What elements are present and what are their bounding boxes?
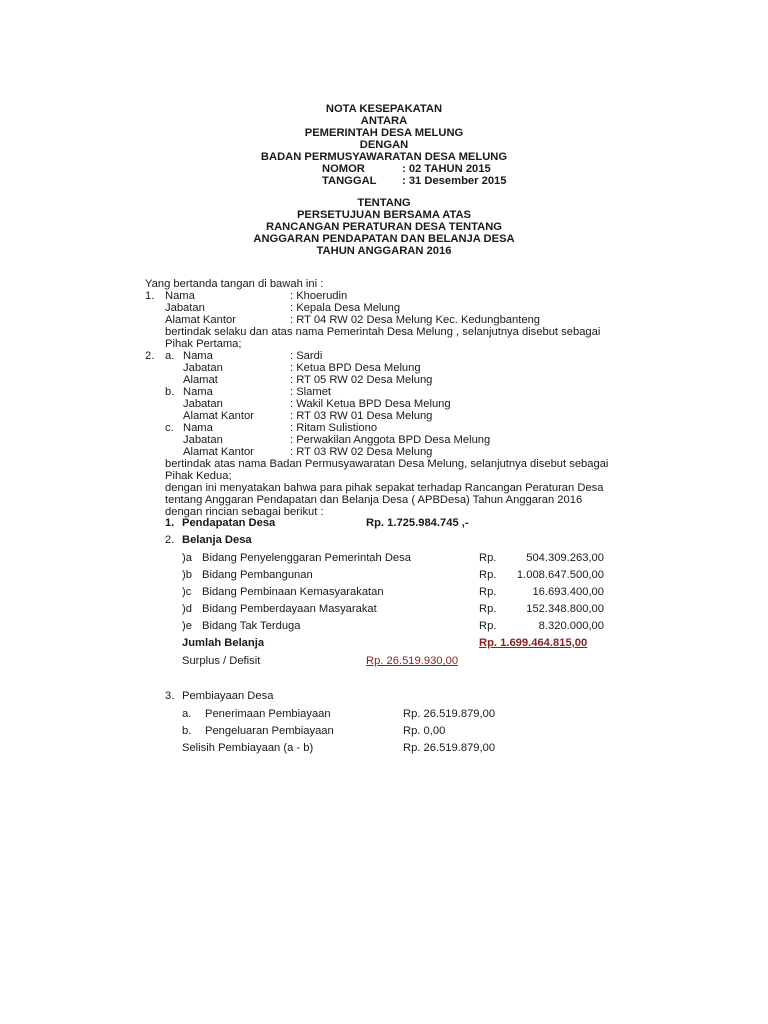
title-line: NOTA KESEPAKATAN — [325, 103, 443, 115]
party2-b-letter: b. — [165, 386, 175, 398]
party1-closing-2: Pihak Pertama; — [165, 338, 242, 350]
party1-number: 1. — [145, 290, 155, 302]
belanja-item-amount: 16.693.400,00 — [532, 586, 604, 598]
party2-c-name-label: Nama — [183, 422, 213, 434]
subject-line: TAHUN ANGGARAN 2016 — [316, 245, 452, 257]
belanja-item-prefix: )c — [182, 586, 192, 598]
pendapatan-number: 1. — [165, 517, 175, 529]
subject-line: RANCANGAN PERATURAN DESA TENTANG — [266, 221, 502, 233]
belanja-item-amount: 504.309.263,00 — [526, 552, 604, 564]
party1-alamat-value: : RT 04 RW 02 Desa Melung Kec. Kedungbanteng — [290, 314, 541, 326]
belanja-item-rp: Rp. — [479, 569, 497, 581]
belanja-item-prefix: )d — [182, 603, 192, 615]
party2-c-alamat-value: : RT 03 RW 02 Desa Melung — [290, 446, 433, 458]
party2-a-name-value: : Sardi — [290, 350, 323, 362]
tanggal-label: TANGGAL — [322, 175, 377, 187]
party2-c-jabatan-label: Jabatan — [183, 434, 223, 446]
party2-c-name-value: : Ritam Sulistiono — [290, 422, 378, 434]
pembiayaan-title: Pembiayaan Desa — [182, 690, 274, 702]
document-subject — [0, 197, 768, 257]
party1-name-label: Nama — [165, 290, 195, 302]
party1-jabatan-value: : Kepala Desa Melung — [290, 302, 401, 314]
pembiayaan-row-letter: b. — [182, 725, 192, 737]
belanja-item-label: Bidang Pemberdayaan Masyarakat — [202, 603, 377, 615]
belanja-item-label: Bidang Pembangunan — [202, 569, 313, 581]
document-title — [0, 103, 768, 163]
party1-closing: bertindak selaku dan atas nama Pemerintah Desa Melung , selanjutnya disebut sebagai — [165, 326, 601, 338]
party2-c-jabatan-value: : Perwakilan Anggota BPD Desa Melung — [290, 434, 491, 446]
belanja-item-amount: 8.320.000,00 — [538, 620, 604, 632]
nomor-value: : 02 TAHUN 2015 — [402, 163, 491, 175]
belanja-item-amount: 1.008.647.500,00 — [516, 569, 604, 581]
belanja-item-prefix: )b — [182, 569, 192, 581]
party2-b-name-value: : Slamet — [290, 386, 332, 398]
belanja-item-rp: Rp. — [479, 552, 497, 564]
title-line: PEMERINTAH DESA MELUNG — [304, 127, 464, 139]
pembiayaan-row-label: Pengeluaran Pembiayaan — [205, 725, 334, 737]
intro-text: Yang bertanda tangan di bawah ini : — [145, 278, 324, 290]
agreement-line: dengan rincian sebagai berikut : — [165, 506, 324, 518]
belanja-item-prefix: )a — [182, 552, 192, 564]
party2-b-alamat-label: Alamat Kantor — [183, 410, 254, 422]
pembiayaan-number: 3. — [165, 690, 175, 702]
nomor-label: NOMOR — [322, 163, 365, 175]
party2-a-letter: a. — [165, 350, 175, 362]
jumlah-belanja-value: Rp. 1.699.464.815,00 — [479, 637, 588, 649]
title-line: ANTARA — [360, 115, 408, 127]
title-line: BADAN PERMUSYAWARATAN DESA MELUNG — [260, 151, 508, 163]
pembiayaan-row-letter: a. — [182, 708, 192, 720]
subject-line: TENTANG — [357, 197, 411, 209]
belanja-item-amount: 152.348.800,00 — [526, 603, 604, 615]
belanja-item-label: Bidang Penyelenggaran Pemerintah Desa — [202, 552, 411, 564]
subject-line: ANGGARAN PENDAPATAN DAN BELANJA DESA — [253, 233, 515, 245]
party2-a-alamat-label: Alamat — [183, 374, 218, 386]
belanja-item-rp: Rp. — [479, 603, 497, 615]
party2-a-jabatan-value: : Ketua BPD Desa Melung — [290, 362, 421, 374]
party2-a-name-label: Nama — [183, 350, 213, 362]
pembiayaan-row-value: Rp. 0,00 — [403, 725, 446, 737]
belanja-item-prefix: )e — [182, 620, 192, 632]
pendapatan-label: Pendapatan Desa — [182, 517, 276, 529]
party2-b-jabatan-label: Jabatan — [183, 398, 223, 410]
party2-closing: bertindak atas nama Badan Permusyawaratan Desa Melung, selanjutnya disebut sebagai — [165, 458, 609, 470]
jumlah-belanja-label: Jumlah Belanja — [182, 637, 265, 649]
selisih-value: Rp. 26.519.879,00 — [403, 742, 496, 754]
tanggal-value: : 31 Desember 2015 — [402, 175, 507, 187]
pendapatan-value: Rp. 1.725.984.745 ,- — [366, 517, 469, 529]
belanja-item-rp: Rp. — [479, 586, 497, 598]
party2-b-jabatan-value: : Wakil Ketua BPD Desa Melung — [290, 398, 451, 410]
pembiayaan-row-value: Rp. 26.519.879,00 — [403, 708, 496, 720]
belanja-title: Belanja Desa — [182, 534, 252, 546]
party2-c-letter: c. — [165, 422, 174, 434]
subject-line: PERSETUJUAN BERSAMA ATAS — [296, 209, 472, 221]
agreement-line: tentang Anggaran Pendapatan dan Belanja Desa ( APBDesa) Tahun Anggaran 2016 — [165, 494, 583, 506]
belanja-item-label: Bidang Pembinaan Kemasyarakatan — [202, 586, 384, 598]
pembiayaan-row-label: Penerimaan Pembiayaan — [205, 708, 331, 720]
party1-jabatan-label: Jabatan — [165, 302, 205, 314]
selisih-label: Selisih Pembiayaan (a - b) — [182, 742, 314, 754]
belanja-item-rp: Rp. — [479, 620, 497, 632]
party2-number: 2. — [145, 350, 155, 362]
belanja-number: 2. — [165, 534, 175, 546]
belanja-item-label: Bidang Tak Terduga — [202, 620, 301, 632]
party1-alamat-label: Alamat Kantor — [165, 314, 236, 326]
surplus-value: Rp. 26.519.930,00 — [366, 655, 459, 667]
title-line: DENGAN — [359, 139, 409, 151]
party2-a-alamat-value: : RT 05 RW 02 Desa Melung — [290, 374, 433, 386]
party2-b-name-label: Nama — [183, 386, 213, 398]
party2-a-jabatan-label: Jabatan — [183, 362, 223, 374]
party1-name-value: : Khoerudin — [290, 290, 348, 302]
agreement-line: dengan ini menyatakan bahwa para pihak sepakat terhadap Rancangan Peraturan Desa — [165, 482, 604, 494]
party2-closing-2: Pihak Kedua; — [165, 470, 232, 482]
party2-b-alamat-value: : RT 03 RW 01 Desa Melung — [290, 410, 433, 422]
surplus-label: Surplus / Defisit — [182, 655, 261, 667]
party2-c-alamat-label: Alamat Kantor — [183, 446, 254, 458]
